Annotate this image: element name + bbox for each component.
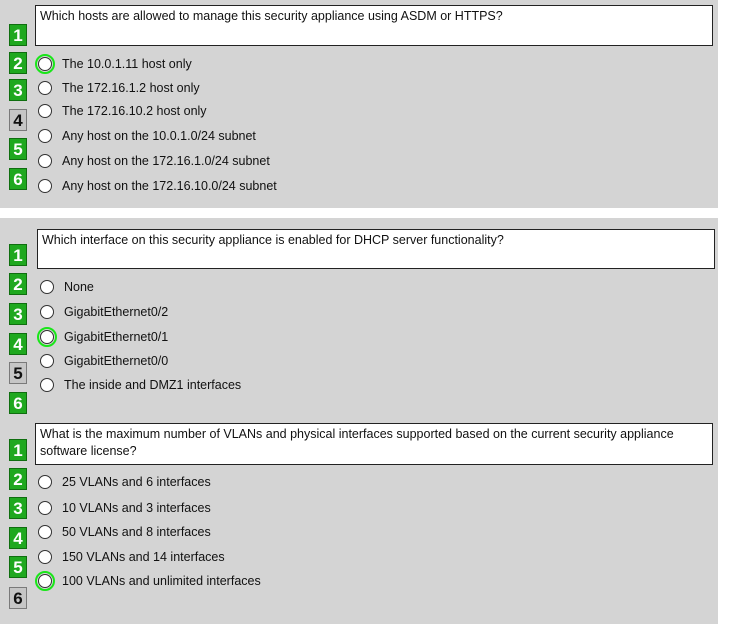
- q1-option-6-label: Any host on the 172.16.10.0/24 subnet: [62, 179, 277, 193]
- q2-option-3-label: GigabitEthernet0/1: [64, 330, 169, 344]
- q3-option-2[interactable]: [38, 498, 211, 518]
- q3-option-4[interactable]: [38, 547, 225, 567]
- q1-option-3[interactable]: [38, 101, 207, 121]
- q3-option-5-radio[interactable]: [38, 574, 52, 588]
- q1-option-5-radio[interactable]: [38, 154, 52, 168]
- q1-tab-1[interactable]: 1: [9, 24, 27, 46]
- q2-tab-4[interactable]: 4: [9, 333, 27, 355]
- q2-option-4-radio[interactable]: [40, 354, 54, 368]
- q2-tab-2[interactable]: 2: [9, 273, 27, 295]
- q2-option-2-radio[interactable]: [40, 305, 54, 319]
- q3-option-3[interactable]: [38, 522, 211, 542]
- q3-option-3-label: 50 VLANs and 8 interfaces: [62, 525, 211, 539]
- question-3-text: What is the maximum number of VLANs and physical interfaces supported based on the current security appliance software license?: [40, 427, 674, 458]
- question-1-text-box: [35, 5, 713, 46]
- q2-option-2[interactable]: [40, 302, 168, 322]
- q1-option-3-radio[interactable]: [38, 104, 52, 118]
- q3-tab-6[interactable]: 6: [9, 587, 27, 609]
- q3-option-5-label: 100 VLANs and unlimited interfaces: [62, 574, 261, 588]
- q2-tab-1[interactable]: 1: [9, 244, 27, 266]
- q3-tab-4[interactable]: 4: [9, 527, 27, 549]
- q1-option-2-radio[interactable]: [38, 81, 52, 95]
- q3-option-4-radio[interactable]: [38, 550, 52, 564]
- q1-option-2[interactable]: [38, 78, 200, 98]
- q3-tab-5[interactable]: 5: [9, 556, 27, 578]
- q1-option-6-radio[interactable]: [38, 179, 52, 193]
- q3-option-1-radio[interactable]: [38, 475, 52, 489]
- q3-option-1-label: 25 VLANs and 6 interfaces: [62, 475, 211, 489]
- q3-tab-3[interactable]: 3: [9, 497, 27, 519]
- q3-option-2-label: 10 VLANs and 3 interfaces: [62, 501, 211, 515]
- question-2-text-box: [37, 229, 715, 269]
- q1-option-2-label: The 172.16.1.2 host only: [62, 81, 200, 95]
- q2-option-3[interactable]: [40, 327, 168, 347]
- q3-tab-2[interactable]: 2: [9, 468, 27, 490]
- q2-option-5-radio[interactable]: [40, 378, 54, 392]
- q2-tab-6[interactable]: 6: [9, 392, 27, 414]
- q1-option-4[interactable]: [38, 126, 256, 146]
- q2-option-5[interactable]: [40, 375, 241, 395]
- q3-option-2-radio[interactable]: [38, 501, 52, 515]
- q1-option-1-label: The 10.0.1.11 host only: [62, 57, 192, 71]
- q3-tab-1[interactable]: 1: [9, 439, 27, 461]
- q1-tab-4[interactable]: 4: [9, 109, 27, 131]
- q2-option-4[interactable]: [40, 351, 168, 371]
- q1-option-5[interactable]: [38, 151, 270, 171]
- q3-option-3-radio[interactable]: [38, 525, 52, 539]
- q3-option-1[interactable]: [38, 472, 211, 492]
- q2-option-1[interactable]: [40, 277, 94, 297]
- q3-option-4-label: 150 VLANs and 14 interfaces: [62, 550, 225, 564]
- question-1-text: Which hosts are allowed to manage this security appliance using ASDM or HTTPS?: [40, 9, 503, 23]
- q2-option-2-label: GigabitEthernet0/2: [64, 305, 169, 319]
- q2-tab-3[interactable]: 3: [9, 303, 27, 325]
- q1-tab-3[interactable]: 3: [9, 79, 27, 101]
- q1-option-1[interactable]: [38, 54, 192, 74]
- q1-option-3-label: The 172.16.10.2 host only: [62, 104, 207, 118]
- q2-option-5-label: The inside and DMZ1 interfaces: [64, 378, 242, 392]
- q2-option-1-radio[interactable]: [40, 280, 54, 294]
- q2-tab-5[interactable]: 5: [9, 362, 27, 384]
- q2-option-3-radio[interactable]: [40, 330, 54, 344]
- q2-option-1-label: None: [64, 280, 94, 294]
- q1-option-4-label: Any host on the 10.0.1.0/24 subnet: [62, 129, 256, 143]
- q1-option-5-label: Any host on the 172.16.1.0/24 subnet: [62, 154, 270, 168]
- q2-option-4-label: GigabitEthernet0/0: [64, 354, 169, 368]
- q1-tab-5[interactable]: 5: [9, 138, 27, 160]
- q1-tab-6[interactable]: 6: [9, 168, 27, 190]
- q1-option-1-radio[interactable]: [38, 57, 52, 71]
- q1-option-4-radio[interactable]: [38, 129, 52, 143]
- q3-option-5[interactable]: [38, 571, 261, 591]
- q1-option-6[interactable]: [38, 176, 277, 196]
- q1-tab-2[interactable]: 2: [9, 52, 27, 74]
- question-2-text: Which interface on this security appliance is enabled for DHCP server functionality?: [42, 233, 504, 247]
- question-3-text-box: [35, 423, 713, 465]
